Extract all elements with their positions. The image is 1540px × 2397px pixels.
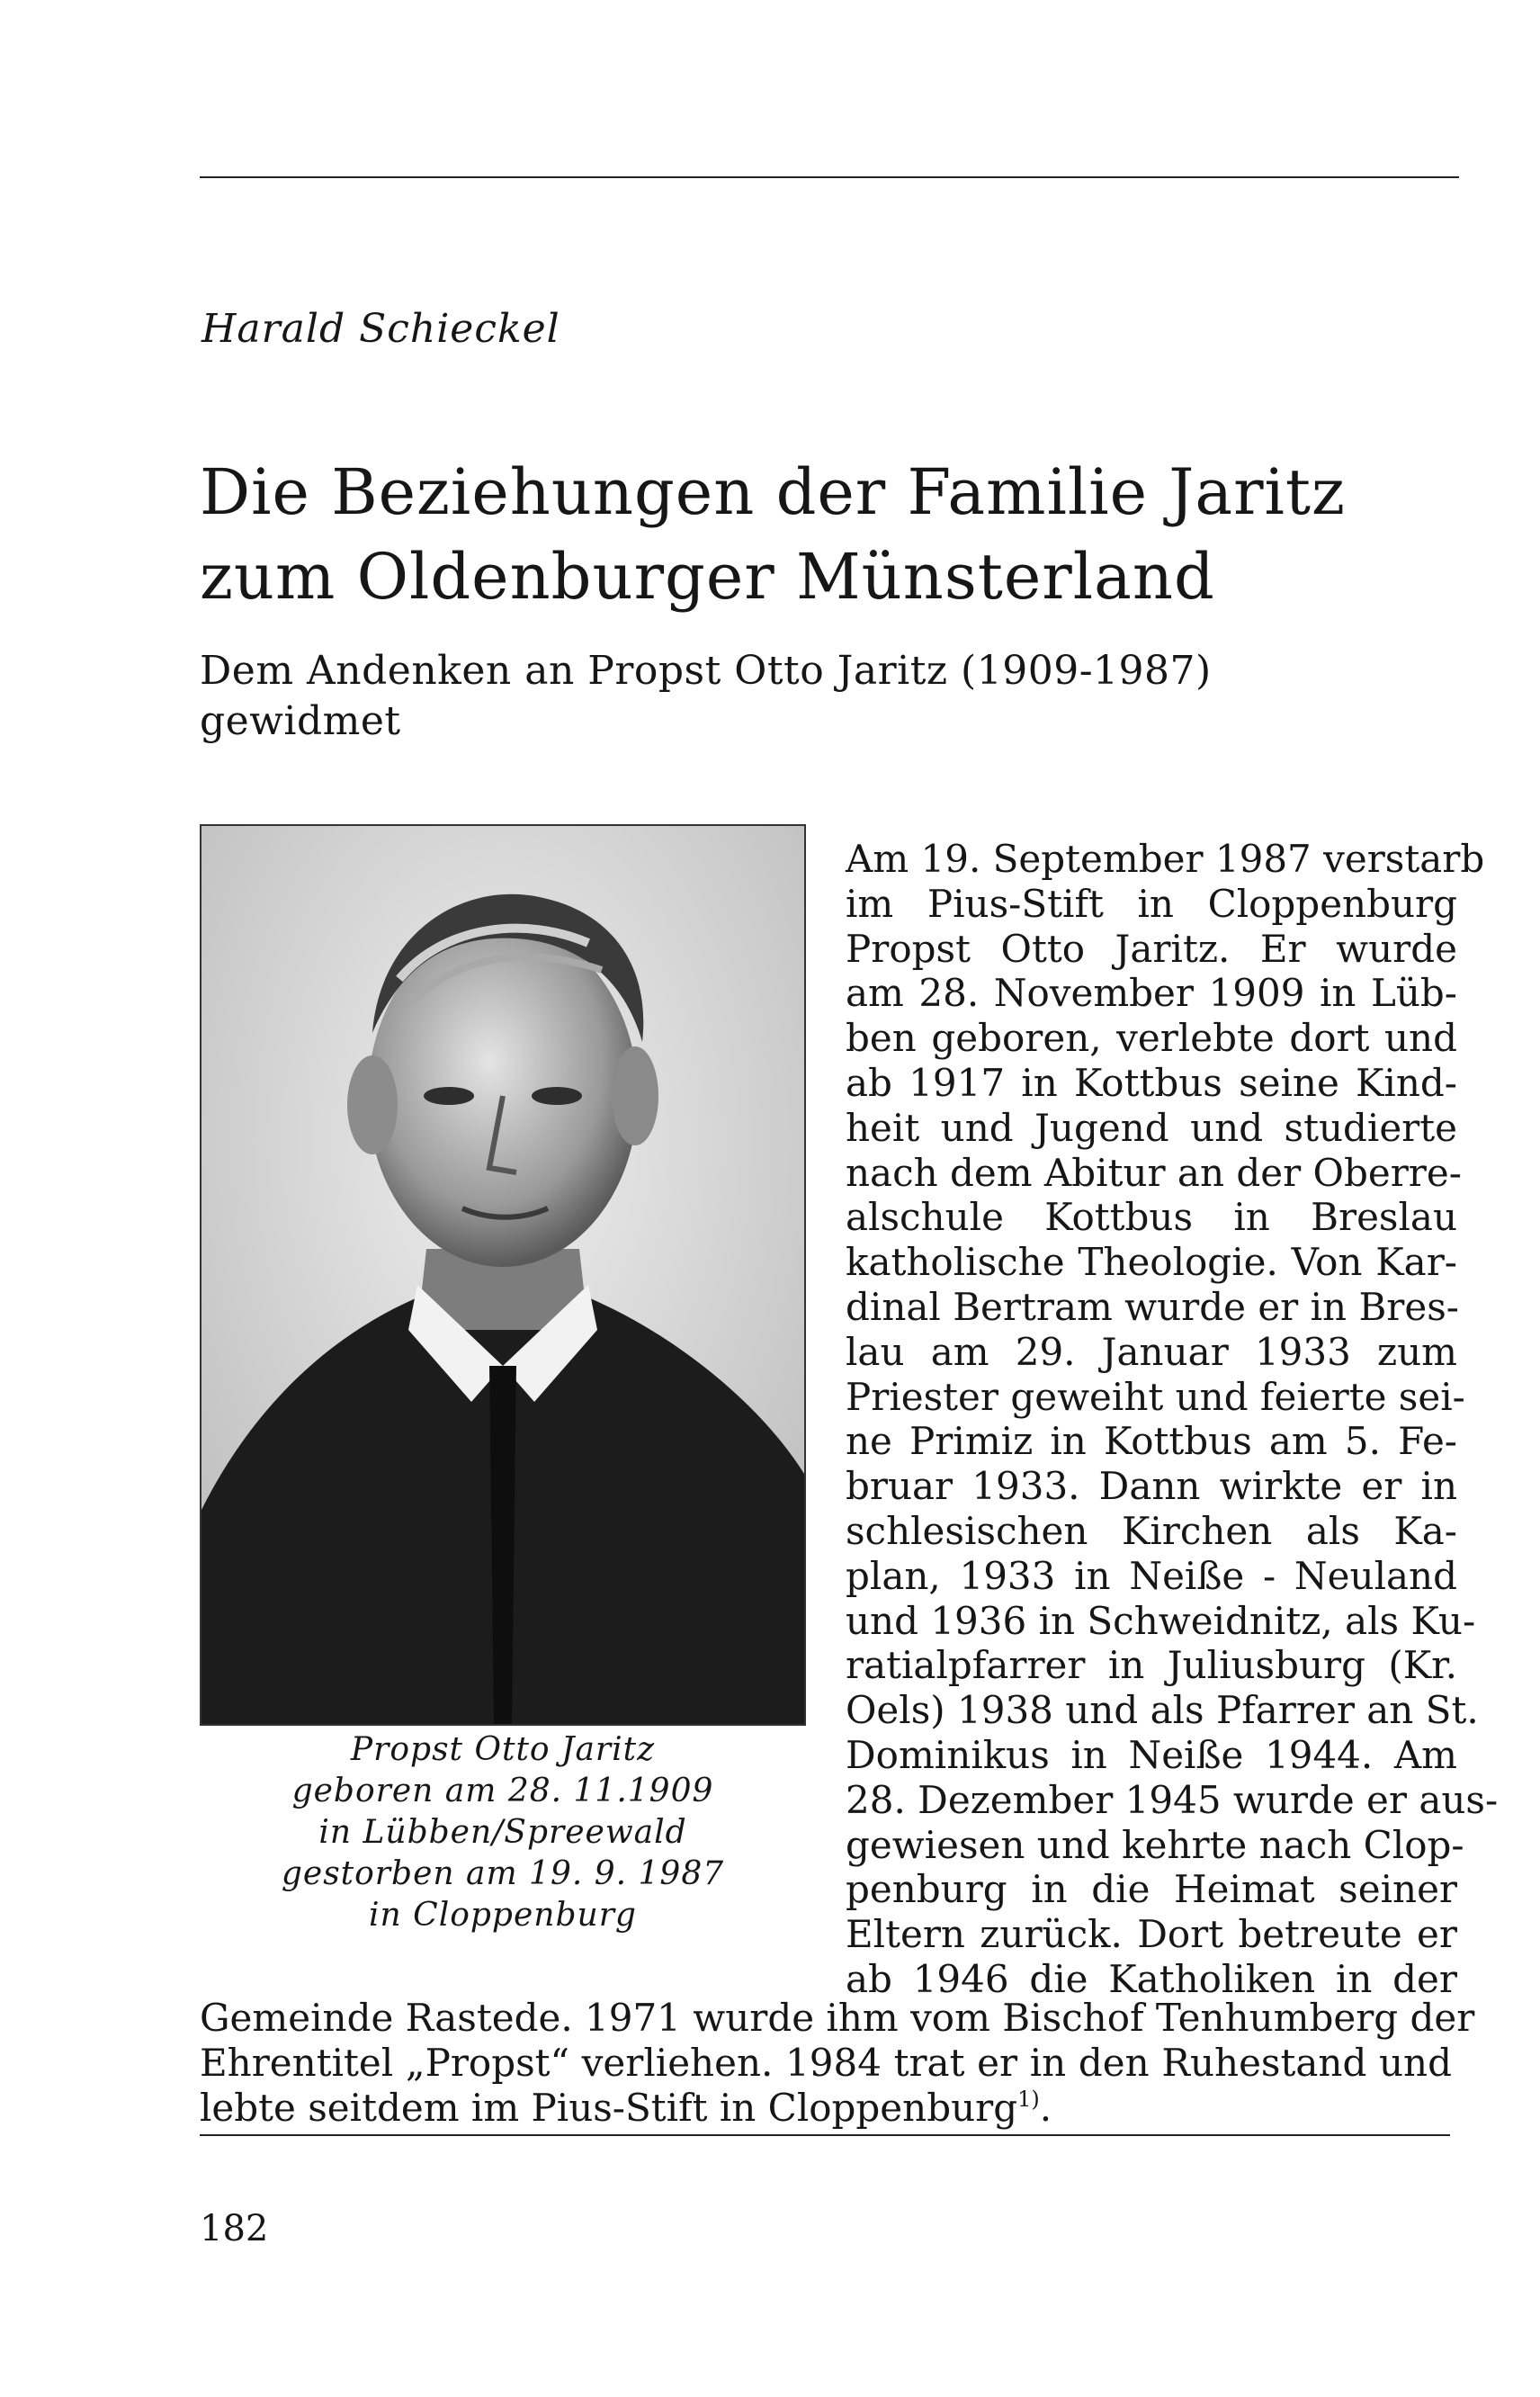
portrait-photo [200,824,806,1726]
footnote-marker[interactable]: 1) [1017,2086,1040,2112]
body-text-full-width [200,1996,1475,2130]
body-line: penburg in die Heimat seiner [846,1867,1457,1912]
body-line: plan, 1933 in Neiße - Neuland [846,1553,1457,1598]
body-line: nach dem Abitur an der Oberre- [846,1150,1462,1195]
body-line: Eltern zurück. Dort betreute er [846,1912,1457,1957]
body-line: ne Primiz in Kottbus am 5. Fe- [846,1419,1457,1464]
caption-line: in Lübben/Spreewald [318,1814,687,1851]
body-line: gewiesen und kehrte nach Clop- [846,1822,1464,1867]
body-line: schlesischen Kirchen als Ka- [846,1508,1457,1553]
body-line: ab 1946 die Katholiken in der [846,1956,1457,2001]
body-line: alschule Kottbus in Breslau [846,1195,1457,1240]
author-name: Harald Schieckel [201,306,560,352]
caption-line: geboren am 28. 11.1909 [291,1773,714,1809]
body-last-line [200,2086,1452,2131]
dedication-subtitle [200,646,1477,747]
footer-rule [200,2134,1450,2136]
title-line: zum Oldenburger Münsterland [200,540,1215,614]
body-line: ben geboren, verlebte dort und [846,1016,1457,1061]
body-line: 28. Dezember 1945 wurde er aus- [846,1777,1499,1822]
body-line: ab 1917 in Kottbus seine Kind- [846,1060,1457,1105]
body-line: lau am 29. Januar 1933 zum [846,1329,1457,1374]
body-line: Gemeinde Rastede. 1971 wurde ihm vom Bischof Tenhumberg der [200,1996,1475,2040]
portrait-illustration [201,826,804,1724]
body-line: am 28. November 1909 in Lüb- [846,971,1457,1016]
body-line: Ehrentitel „Propst“ verliehen. 1984 trat er in den Ruhestand und [200,2040,1452,2085]
header-rule [200,176,1459,178]
subtitle-line: Dem Andenken an Propst Otto Jaritz (1909-1987) [200,648,1212,694]
body-line: Dominikus in Neiße 1944. Am [846,1732,1457,1777]
body-line: bruar 1933. Dann wirkte er in [846,1464,1457,1509]
body-line: ratialpfarrer in Juliusburg (Kr. [846,1643,1457,1688]
body-line: und 1936 in Schweidnitz, als Ku- [846,1598,1476,1643]
caption-line: gestorben am 19. 9. 1987 [281,1855,725,1892]
end-punctuation: . [1039,2085,1052,2130]
subtitle-line: gewidmet [200,698,401,744]
photo-caption [200,1729,806,1936]
caption-line: in Cloppenburg [369,1897,637,1934]
body-line: Oels) 1938 und als Pfarrer an St. [846,1688,1479,1733]
body-line: katholische Theologie. Von Kar- [846,1240,1457,1285]
body-line: im Pius-Stift in Cloppenburg [846,881,1457,926]
body-line: heit und Jugend und studierte [846,1105,1457,1150]
page-number: 182 [200,2208,269,2249]
body-line: Priester geweiht und feierte sei- [846,1374,1465,1419]
body-line-text: lebte seitdem im Pius-Stift in Cloppenburg [200,2085,1018,2130]
title-line: Die Beziehungen der Familie Jaritz [200,455,1346,529]
body-line: Propst Otto Jaritz. Er wurde [846,926,1457,971]
article-title [200,450,1477,619]
body-line: dinal Bertram wurde er in Bres- [846,1284,1459,1329]
caption-line: Propst Otto Jaritz [350,1731,656,1768]
body-text-column [846,837,1499,2002]
body-line: Am 19. September 1987 verstarb [846,837,1485,881]
